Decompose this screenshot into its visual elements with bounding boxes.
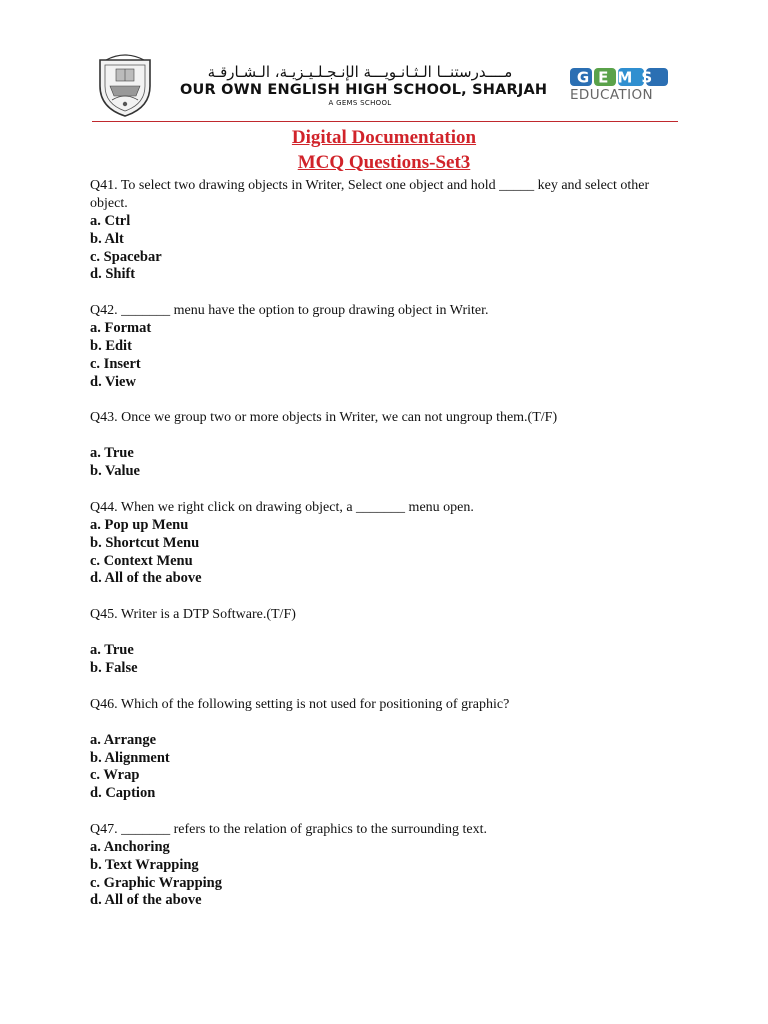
question-text: Q44. When we right click on drawing object, a _______ menu open. xyxy=(90,499,474,515)
answer-option: c. Spacebar xyxy=(90,248,162,265)
answer-option: d. All of the above xyxy=(90,570,202,587)
question-list xyxy=(90,177,676,910)
answer-option: c. Graphic Wrapping xyxy=(90,874,223,891)
gems-logo-text: GEMS xyxy=(576,68,662,87)
answer-option: a. Pop up Menu xyxy=(90,516,189,533)
question-text: Q47. _______ refers to the relation of graphics to the surrounding text. xyxy=(90,821,487,837)
gems-logo-icon xyxy=(570,66,670,88)
answer-option: a. Anchoring xyxy=(90,838,170,855)
answer-option: a. True xyxy=(90,642,134,659)
question-text: Q46. Which of the following setting is not used for positioning of graphic? xyxy=(90,696,510,712)
school-subtitle: A GEMS SCHOOL xyxy=(328,99,392,107)
answer-option: b. Alt xyxy=(90,230,124,247)
question-text: Q41. To select two drawing objects in Writer, Select one object and hold _____ key and select other object. xyxy=(90,178,650,211)
page-title: Digital Documentation xyxy=(291,127,477,148)
answer-option: d. All of the above xyxy=(90,892,202,909)
answer-option: b. Text Wrapping xyxy=(90,856,199,873)
answer-option: c. Context Menu xyxy=(90,552,193,569)
school-name: OUR OWN ENGLISH HIGH SCHOOL, SHARJAH xyxy=(180,82,548,98)
answer-option: b. Alignment xyxy=(90,749,170,766)
answer-option: a. Arrange xyxy=(90,731,157,748)
school-name-arabic: مــــدرستنــا الـثـانـويـــة الإنـجـلـيـزيـة، الـشـارقـة xyxy=(207,63,513,81)
school-crest-logo xyxy=(96,52,154,118)
page-header xyxy=(92,52,678,122)
answer-option: c. Wrap xyxy=(90,767,140,784)
answer-option: c. Insert xyxy=(90,355,141,372)
gems-education-logo xyxy=(570,66,670,103)
question-text: Q43. Once we group two or more objects in Writer, we can not ungroup them.(T/F) xyxy=(90,410,558,426)
question-text: Q45. Writer is a DTP Software.(T/F) xyxy=(90,607,296,623)
answer-option: b. Edit xyxy=(90,337,132,354)
question-text: Q42. _______ menu have the option to group drawing object in Writer. xyxy=(90,303,489,319)
answer-option: b. Value xyxy=(90,463,140,480)
answer-option: b. Shortcut Menu xyxy=(90,534,200,551)
answer-option: a. True xyxy=(90,445,134,462)
header-divider xyxy=(92,121,678,122)
school-name-block xyxy=(180,63,548,107)
answer-option: d. Caption xyxy=(90,785,156,802)
page-subtitle: MCQ Questions-Set3 xyxy=(297,152,471,173)
gems-education-text: EDUCATION xyxy=(570,87,653,103)
answer-option: a. Ctrl xyxy=(90,213,131,229)
answer-option: b. False xyxy=(90,659,138,676)
answer-option: d. Shift xyxy=(90,266,136,283)
answer-option: d. View xyxy=(90,373,136,390)
answer-option: a. Format xyxy=(90,320,152,337)
